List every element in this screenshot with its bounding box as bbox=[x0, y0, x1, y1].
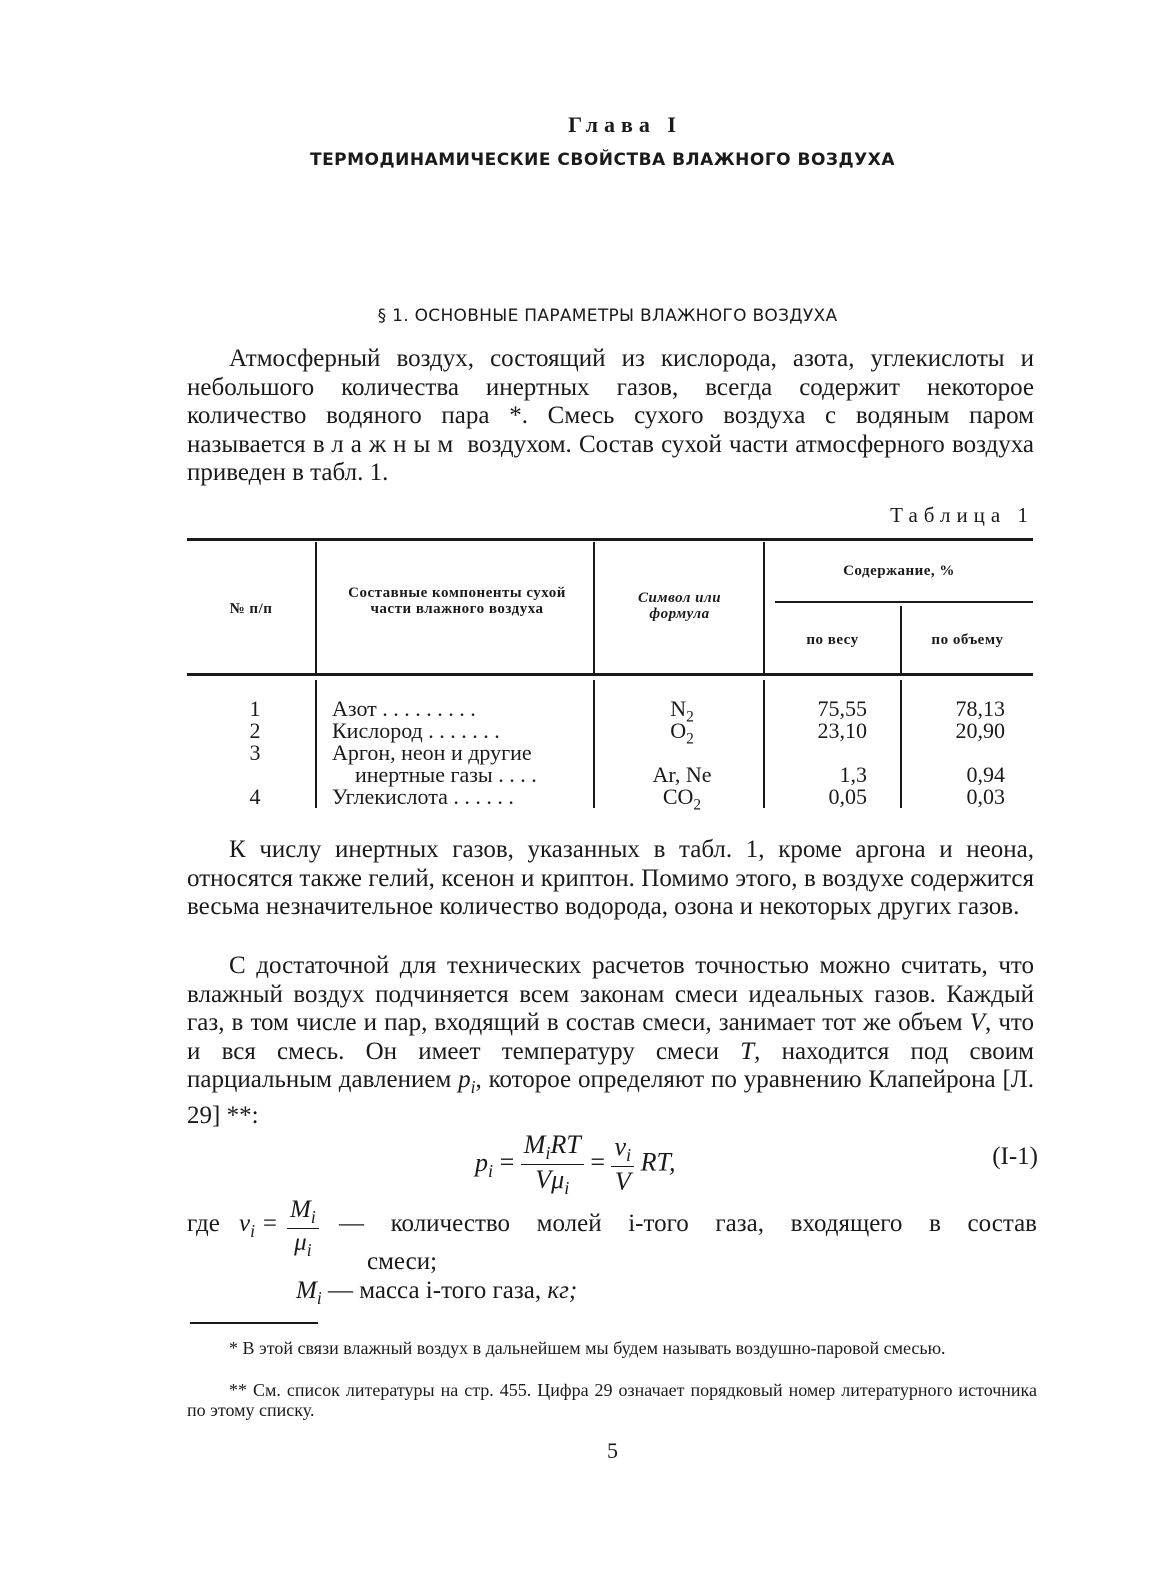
paragraph-inert-gases: К числу инертных газов, указанных в табл. 1, кроме аргона и неона, относятся также гелий, ксенон и криптон. Помимо этого, в воздухе содержится весьма незначительное количество водорода, озона и некоторых других газов. bbox=[187, 836, 1034, 920]
row-2-name: Кислород . . . . . . . bbox=[332, 718, 500, 743]
row-3-name: Аргон, неон и другие bbox=[332, 740, 532, 765]
formula-lhs: $p_i$ bbox=[475, 1147, 494, 1181]
row-4-name: Углекислота . . . . . . bbox=[332, 784, 514, 809]
row-2-number: 2 bbox=[249, 718, 261, 743]
row-1-number: 1 bbox=[249, 696, 261, 721]
row-3-name-cont: инертные газы . . . . bbox=[355, 762, 537, 787]
emphasis-term: влажным bbox=[312, 430, 461, 458]
table-caption: Таблица 1 bbox=[890, 503, 1034, 527]
table-header-rule bbox=[187, 673, 1033, 676]
row-4-volume: 0,03 bbox=[966, 784, 1005, 809]
footnote-1: * В этой связи влажный воздух в дальнейшем мы будем называть воздушно-паровой смесью. bbox=[229, 1338, 946, 1358]
row-2-symbol: $O_2$ bbox=[670, 718, 694, 748]
page-number: 5 bbox=[607, 1438, 618, 1463]
section-title: § 1. ОСНОВНЫЕ ПАРАМЕТРЫ ВЛАЖНОГО ВОЗДУХА bbox=[377, 306, 838, 326]
header-content: Содержание, % bbox=[843, 563, 955, 579]
row-3-volume: 0,94 bbox=[966, 762, 1005, 787]
formula-fraction-1: $\frac{M_iRT}{V\mu_i}$ bbox=[521, 1130, 584, 1199]
chapter-title: ТЕРМОДИНАМИЧЕСКИЕ СВОЙСТВА ВЛАЖНОГО ВОЗДУХА bbox=[309, 150, 896, 170]
row-4-weight: 0,05 bbox=[828, 784, 867, 809]
header-by-volume: по объему bbox=[931, 632, 1004, 648]
header-by-weight: по весу bbox=[806, 632, 859, 648]
paragraph-intro-part1: Атмосферный воздух, состоящий из кислорода, азота, углекислоты и небольшого количества инертных газов, всегда содержит некоторое количество водяного пара *. Смесь сухого воздуха с водяным паром называется bbox=[187, 345, 1034, 458]
body-divider-2 bbox=[593, 680, 595, 808]
row-2-volume: 20,90 bbox=[955, 718, 1005, 743]
nu-text-cont: смеси; bbox=[367, 1248, 438, 1275]
row-3-number: 3 bbox=[249, 740, 261, 765]
row-1-symbol: $N_2$ bbox=[670, 696, 694, 726]
footnote-rule bbox=[190, 1322, 318, 1324]
nu-fraction: $\frac{M_i}{\mu_i}$ bbox=[287, 1196, 319, 1261]
m-definition: $M_i$ — масса i-того газа, кг; bbox=[296, 1277, 578, 1308]
table-top-rule bbox=[187, 538, 1033, 541]
formula-number: (I-1) bbox=[992, 1143, 1038, 1170]
col-divider-1 bbox=[315, 542, 317, 673]
row-1-weight: 75,55 bbox=[817, 696, 867, 721]
clapeyron-formula: $p_i$ = $\frac{M_iRT}{V\mu_i}$ = $\frac{\nu_i}{V}$ RT, bbox=[475, 1130, 676, 1199]
row-4-symbol: $CO_2$ bbox=[662, 784, 702, 814]
header-component: Составные компоненты сухой части влажного воздуха bbox=[348, 585, 566, 617]
footnote-2: ** См. список литературы на стр. 455. Цифра 29 означает порядковый номер литературного источника по этому списку. bbox=[187, 1380, 1038, 1420]
row-1-name: Азот . . . . . . . . . bbox=[332, 696, 476, 721]
paragraph-ideal-gas: С достаточной для технических расчетов точностью можно считать, что влажный воздух подчиняется всем законам смеси идеальных газов. Каждый газ, в том числе и пар, входящий в состав смеси, занимает тот же объем V, что и вся смесь. Он имеет температуру смеси T, находится под своим парциальным давлением $p_i$, которое определяют по уравнению Клапейрона [Л. 29] **: bbox=[187, 952, 1034, 1129]
row-3-symbol: Ar, Ne bbox=[652, 762, 712, 787]
row-1-volume: 78,13 bbox=[955, 696, 1005, 721]
row-2-weight: 23,10 bbox=[817, 718, 867, 743]
formula-tail: RT, bbox=[640, 1147, 676, 1177]
header-number: № п/п bbox=[229, 601, 273, 617]
chapter-label: Глава I bbox=[568, 112, 682, 137]
formula-fraction-2: $\frac{\nu_i}{V}$ bbox=[611, 1132, 634, 1197]
paragraph-intro-part2: воздухом. Состав сухой части атмосферного воздуха приведен в табл. 1. bbox=[187, 430, 1035, 486]
header-symbol: Символ или формула bbox=[637, 590, 722, 622]
row-3-weight: 1,3 bbox=[839, 762, 867, 787]
content-subheader-rule bbox=[775, 601, 1033, 603]
row-4-number: 4 bbox=[249, 784, 261, 809]
nu-text: — количество молей i-того газа, входящего в состав bbox=[339, 1210, 1037, 1237]
col-divider-2 bbox=[593, 542, 595, 673]
paragraph-intro bbox=[187, 345, 1034, 488]
col-divider-3 bbox=[763, 542, 765, 673]
composition-table bbox=[187, 530, 1033, 814]
